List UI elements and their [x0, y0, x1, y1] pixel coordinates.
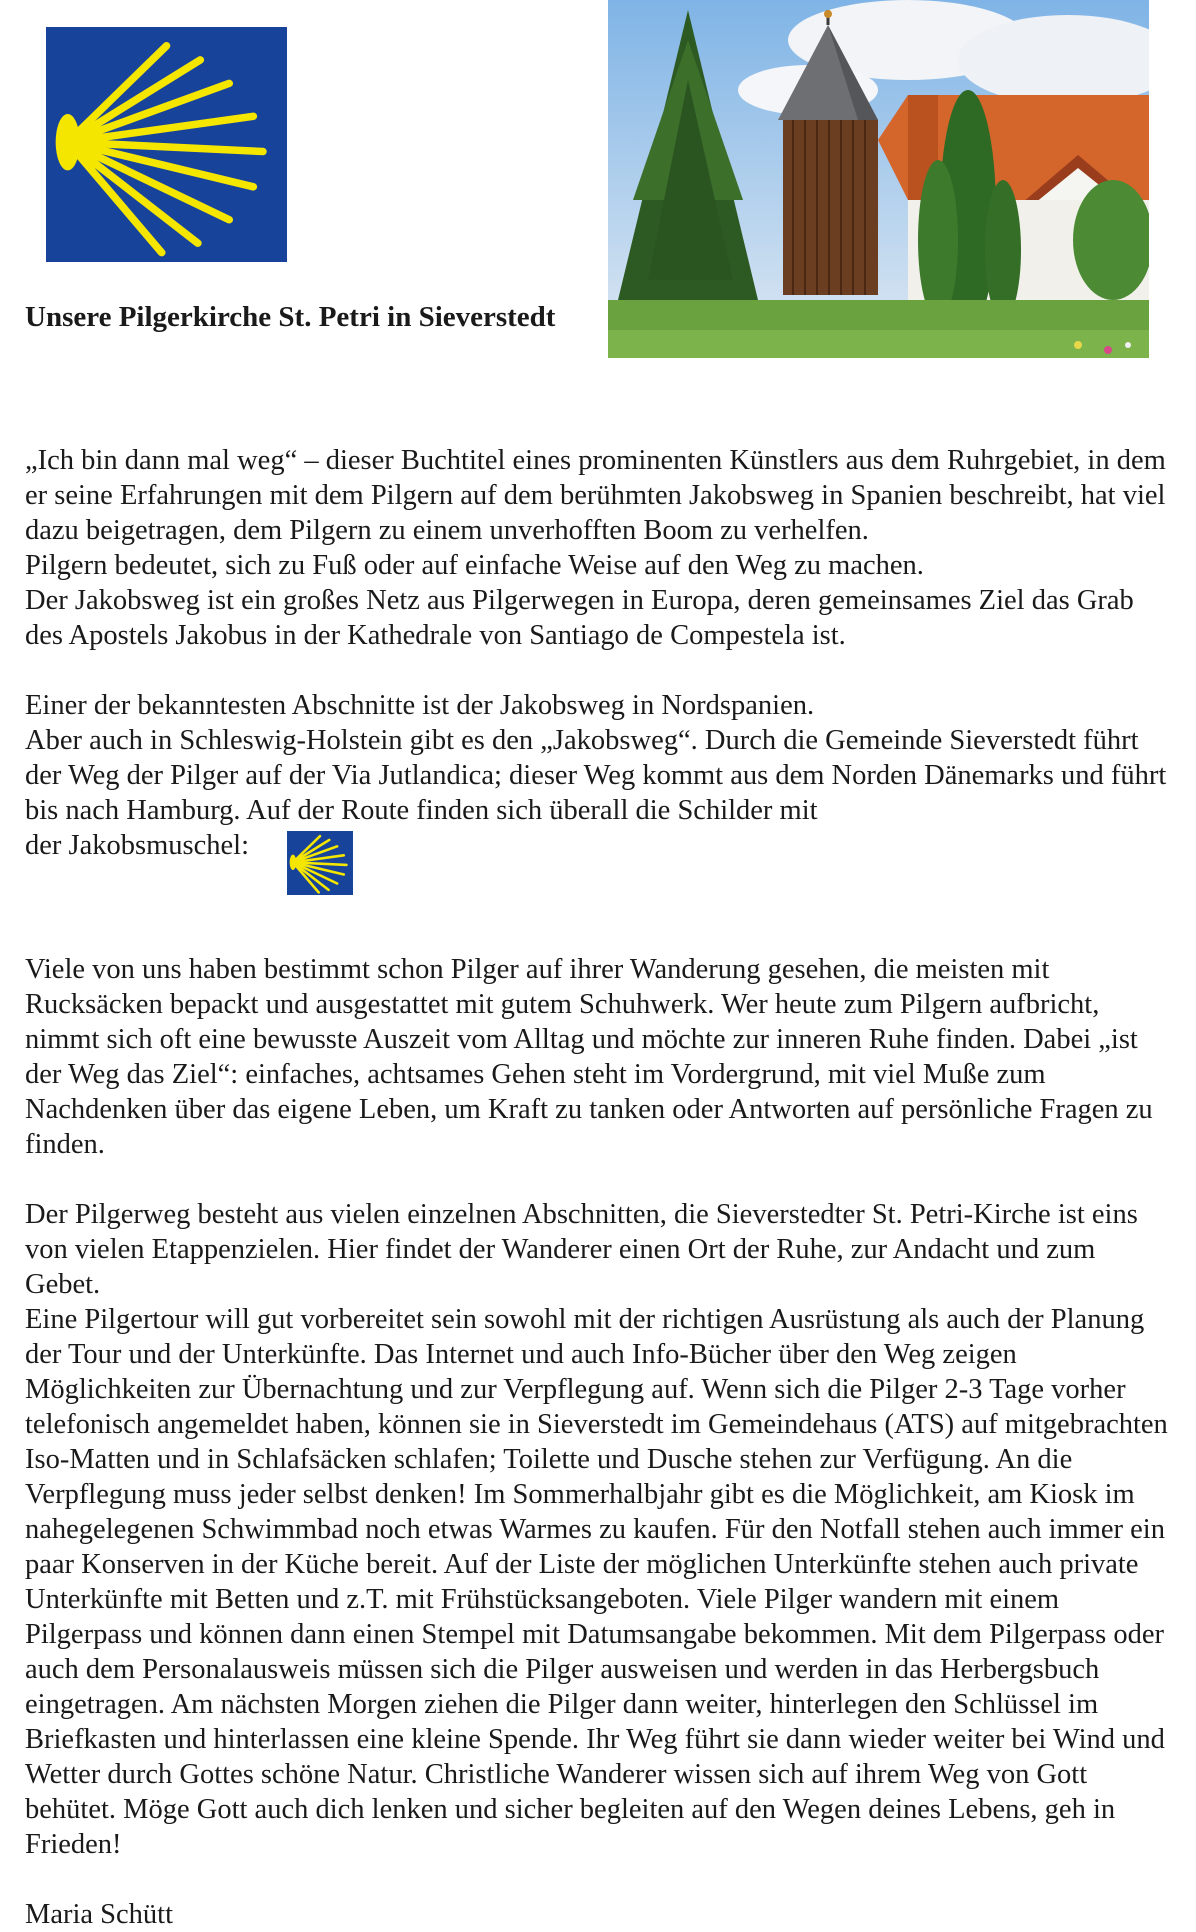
paragraph: Der Jakobsweg ist ein großes Netz aus Pilgerwegen in Europa, deren gemeinsames Ziel das Grab des Apostels Jakobus in der Kathedrale von Santiago de Compestela ist. [25, 585, 1134, 651]
paragraph: Viele von uns haben bestimmt schon Pilger auf ihrer Wanderung gesehen, die meisten mit Rucksäcken bepackt und ausgestattet mit gutem Schuhwerk. Wer heute zum Pilgern aufbricht, nimmt sich oft eine bewusste Auszeit vom Alltag und möchte zur inneren Ruhe finden. Dabei „ist der Weg das Ziel“: einfaches, achtsames Gehen steht im Vordergrund, mit viel Muße zum Nachdenken über das eigene Leben, um Kraft zu tanken oder Antworten auf persönliche Fragen zu finden. [25, 954, 1153, 1160]
paragraph: Der Pilgerweg besteht aus vielen einzelnen Abschnitten, die Sieverstedter St. Petri-Kirche ist eins von vielen Etappenzielen. Hier findet der Wanderer einen Ort der Ruhe, zur Andacht und zum Gebet. [25, 1199, 1138, 1300]
scallop-shell-icon [287, 831, 353, 895]
church-photo [608, 0, 1149, 358]
paragraph: „Ich bin dann mal weg“ – dieser Buchtitel eines prominenten Künstlers aus dem Ruhrgebiet, in dem er seine Erfahrungen mit dem Pilgern auf dem berühmten Jakobsweg in Spanien beschreibt, hat viel dazu beigetragen, dem Pilgern zu einem unverhofften Boom zu verhelfen. [25, 445, 1166, 546]
author-name: Maria Schütt [25, 1899, 174, 1930]
paragraph-end: der Jakobsmuschel: [25, 830, 249, 861]
page-title: Unsere Pilgerkirche St. Petri in Sieverstedt [25, 301, 556, 333]
article-body [25, 408, 1175, 1932]
paragraph: Einer der bekanntesten Abschnitte ist der Jakobsweg in Nordspanien. [25, 690, 815, 721]
paragraph: Aber auch in Schleswig-Holstein gibt es den „Jakobsweg“. Durch die Gemeinde Sieverstedt führt der Weg der Pilger auf der Via Jutlandica; dieser Weg kommt aus dem Norden Dänemarks und führt bis nach Hamburg. Auf der Route finden sich überall die Schilder mit [25, 725, 1167, 826]
paragraph: Eine Pilgertour will gut vorbereitet sein sowohl mit der richtigen Ausrüstung als auch der Planung der Tour und der Unterkünfte. Das Internet und auch Info-Bücher über den Weg zeigen Möglichkeiten zur Übernachtung und zur Verpflegung auf. Wenn sich die Pilger 2-3 Tage vorher telefonisch angemeldet haben, können sie in Sieverstedt im Gemeindehaus (ATS) auf mitgebrachten Iso-Matten und in Schlafsäcken schlafen; Toilette und Dusche stehen zur Verfügung. An die Verpflegung muss jeder selbst denken! Im Sommerhalbjahr gibt es die Möglichkeit, am Kiosk im nahegelegenen Schwimmbad noch etwas Warmes zu kaufen. Für den Notfall stehen auch immer ein paar Konserven in der Küche bereit. Auf der Liste der möglichen Unterkünfte stehen auch private Unterkünfte mit Betten und z.T. mit Frühstücksangeboten. Viele Pilger wandern mit einem Pilgerpass und können dann einen Stempel mit Datumsangabe bekommen. Mit dem Pilgerpass oder auch dem Personalausweis müssen sich die Pilger ausweisen und werden in das Herbergsbuch eingetragen. Am nächsten Morgen ziehen die Pilger dann weiter, hinterlegen den Schlüssel im Briefkasten und hinterlassen eine kleine Spende. Ihr Weg führt sie dann wieder weiter bei Wind und Wetter durch Gottes schöne Natur. Christliche Wanderer wissen sich auf ihrem Weg von Gott behütet. Möge Gott auch dich lenken und sicher begleiten auf den Wegen deines Lebens, geh in Frieden! [25, 1304, 1168, 1860]
shell-line [25, 828, 1175, 900]
scallop-shell-icon [46, 27, 287, 262]
paragraph: Pilgern bedeutet, sich zu Fuß oder auf einfache Weise auf den Weg zu machen. [25, 550, 924, 581]
